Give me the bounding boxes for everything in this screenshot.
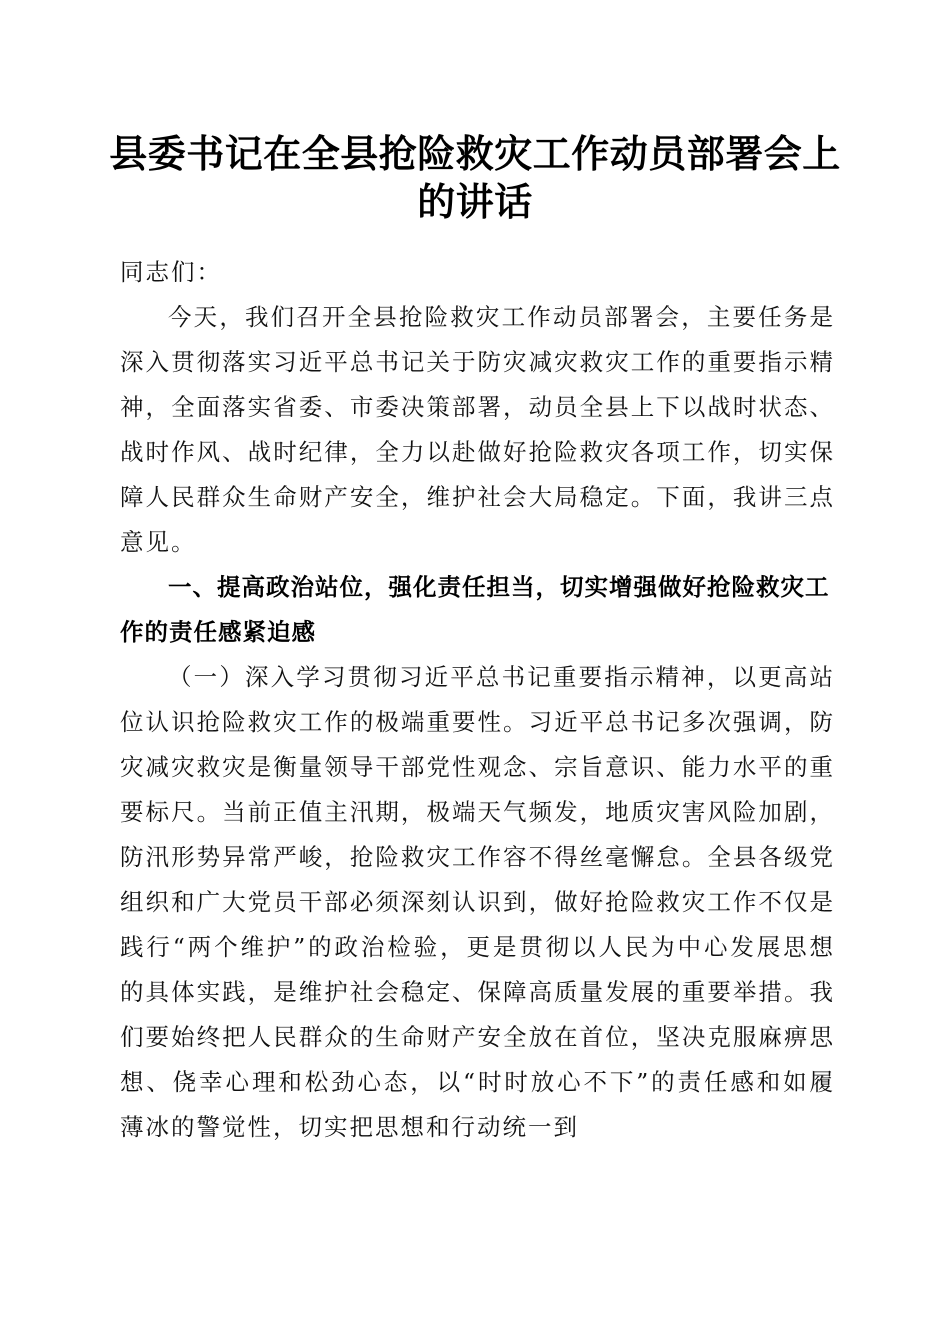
salutation: 同志们： xyxy=(120,258,222,286)
section-heading: 一、提高政治站位，强化责任担当，切实增强做好抢险救灾工作的责任感紧迫感 xyxy=(120,573,830,646)
intro-paragraph: 今天，我们召开全县抢险救灾工作动员部署会，主要任务是深入贯彻落实习近平总书记关于防灾减灾救灾工作的重要指示精神，全面落实省委、市委决策部署，动员全县上下以战时状态、战时作风、战时纪律，全力以赴做好抢险救灾各项工作，切实保障人民群众生命财产安全，维护社会大局稳定。下面，我讲三点意见。 xyxy=(120,303,835,556)
subsection-paragraph: （一）深入学习贯彻习近平总书记重要指示精神，以更高站位认识抢险救灾工作的极端重要性。习近平总书记多次强调，防灾减灾救灾是衡量领导干部党性观念、宗旨意识、能力水平的重要标尺。当前正值主汛期，极端天气频发，地质灾害风险加剧，防汛形势异常严峻，抢险救灾工作容不得丝毫懈怠。全县各级党组织和广大党员干部必须深刻认识到，做好抢险救灾工作不仅是践行“两个维护”的政治检验，更是贯彻以人民为中心发展思想的具体实践，是维护社会稳定、保障高质量发展的重要举措。我们要始终把人民群众的生命财产安全放在首位，坚决克服麻痹思想、侥幸心理和松劲心态，以“时时放心不下”的责任感和如履薄冰的警觉性，切实把思想和行动统一到 xyxy=(120,663,835,1141)
document-title: 县委书记在全县抢险救灾工作动员部署会上的讲话 xyxy=(109,131,841,224)
document-body xyxy=(120,250,835,1150)
